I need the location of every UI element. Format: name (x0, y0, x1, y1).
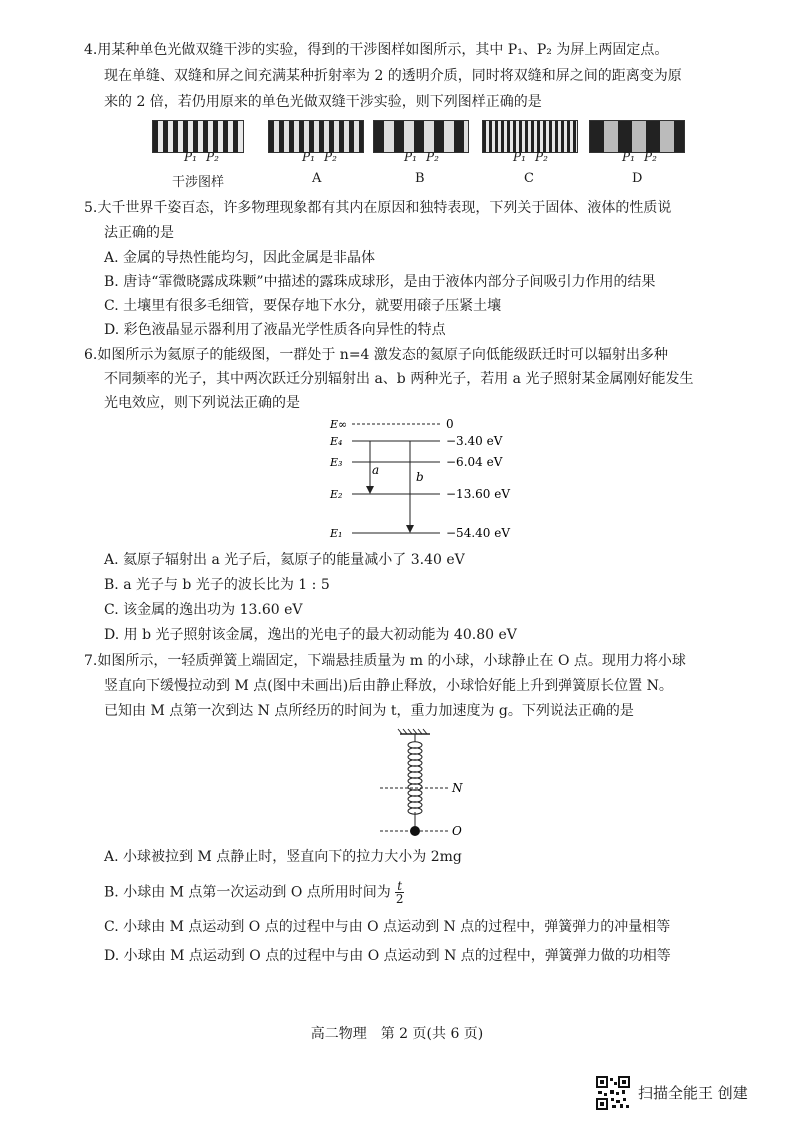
p2-label: P₂ (426, 150, 439, 164)
interference-pattern-original (152, 120, 244, 153)
q7-stem-line3: 已知由 M 点第一次到达 N 点所经历的时间为 t，重力加速度为 g。下列说法正确的是 (104, 703, 634, 719)
q5-option-c: C. 土壤里有很多毛细管，要保存地下水分，就要用磙子压紧土壤 (104, 298, 502, 314)
p1-label: P₁ (513, 150, 526, 164)
p2-label: P₂ (644, 150, 657, 164)
interference-pattern-b (373, 120, 469, 153)
q7-option-c: C. 小球由 M 点运动到 O 点的过程中与由 O 点运动到 N 点的过程中，弹簧弹力的冲量相等 (104, 919, 671, 935)
interference-pattern-a (268, 120, 364, 153)
p1-label: P₁ (622, 150, 635, 164)
q5-stem-line2: 法正确的是 (104, 225, 174, 241)
q7-option-b (104, 880, 404, 905)
p2-label: P₂ (206, 150, 219, 164)
fraction-t-over-2 (395, 880, 404, 905)
q5-stem-line1: 5.大千世界千姿百态，许多物理现象都有其内在原因和独特表现，下列关于固体、液体的性质说 (84, 200, 672, 216)
fraction-denominator: 2 (395, 892, 404, 906)
q4-stem-line2: 现在单缝、双缝和屏之间充满某种折射率为 2 的透明介质，同时将双缝和屏之间的距离变为原 (104, 68, 682, 84)
p2-label: P₂ (535, 150, 548, 164)
q6-option-b: B. a 光子与 b 光子的波长比为 1 : 5 (104, 577, 330, 593)
p1-label: P₁ (404, 150, 417, 164)
interference-pattern-d (589, 120, 685, 153)
spring-coil (408, 778, 422, 784)
level-inf-value: 0 (446, 417, 454, 431)
level-3-label: E₃ (330, 456, 343, 469)
spring-coil (408, 748, 422, 754)
interference-pattern-c (482, 120, 578, 153)
level-inf-label: E∞ (330, 418, 348, 431)
pattern-caption-b: B (415, 171, 425, 186)
level-4-value: −3.40 eV (446, 434, 503, 448)
q6-stem-line3: 光电效应，则下列说法正确的是 (104, 395, 300, 411)
page-footer: 高二物理 第 2 页(共 6 页) (310, 1026, 484, 1042)
p1-label: P₁ (302, 150, 315, 164)
level-2-label: E₂ (330, 488, 343, 501)
q4-stem-line3: 来的 2 倍，若仍用原来的单色光做双缝干涉实验，则下列图样正确的是 (104, 94, 542, 110)
spring-coil (408, 784, 422, 790)
ball (410, 826, 420, 836)
level-4-label: E₄ (330, 435, 343, 448)
spring-coil (408, 772, 422, 778)
q6-stem-line1: 6.如图所示为氦原子的能级图，一群处于 n=4 激发态的氦原子向低能级跃迁时可以辐射出多种 (84, 347, 668, 363)
q7-stem-line1: 7.如图所示，一轻质弹簧上端固定，下端悬挂质量为 m 的小球，小球静止在 O 点。现用力将小球 (84, 653, 686, 669)
point-o-label: O (452, 824, 462, 838)
pattern-caption-d: D (632, 171, 643, 186)
qr-code-icon (596, 1076, 630, 1110)
point-n-label: N (452, 781, 463, 795)
spring-coils (408, 742, 422, 814)
spring-coil (408, 742, 422, 748)
spring-coil (408, 790, 422, 796)
q4-stem-line1: 4.用某种单色光做双缝干涉的实验，得到的干涉图样如图所示，其中 P₁、P₂ 为屏上两固定点。 (84, 42, 669, 58)
p2-label: P₂ (324, 150, 337, 164)
q7-option-a: A. 小球被拉到 M 点静止时，竖直向下的拉力大小为 2mg (104, 849, 462, 865)
scanner-watermark: 扫描全能王 创建 (638, 1084, 748, 1102)
q7-option-d: D. 小球由 M 点运动到 O 点的过程中与由 O 点运动到 N 点的过程中，弹簧弹力做的功相等 (104, 948, 671, 964)
spring-coil (408, 754, 422, 760)
q5-option-b: B. 唐诗“霏微晓露成珠颗”中描述的露珠成球形，是由于液体内部分子间吸引力作用的结果 (104, 274, 656, 290)
q7-option-b-text: B. 小球由 M 点第一次运动到 O 点所用时间为 (104, 884, 391, 901)
arrow-b-label: b (416, 470, 424, 484)
pattern-caption-c: C (524, 171, 534, 186)
q6-option-d: D. 用 b 光子照射该金属，逸出的光电子的最大初动能为 40.80 eV (104, 627, 517, 643)
energy-level-diagram (320, 412, 540, 547)
level-2-value: −13.60 eV (446, 487, 510, 501)
fraction-numerator: t (397, 879, 403, 893)
level-1-label: E₁ (330, 527, 343, 540)
arrow-b-head (406, 525, 414, 533)
q5-option-d: D. 彩色液晶显示器利用了液晶光学性质各向异性的特点 (104, 322, 446, 338)
p1-label: P₁ (184, 150, 197, 164)
level-3-value: −6.04 eV (446, 455, 503, 469)
spring-coil (408, 766, 422, 772)
level-1-value: −54.40 eV (446, 526, 510, 540)
q5-option-a: A. 金属的导热性能均匀，因此金属是非晶体 (104, 250, 376, 266)
spring-diagram (370, 728, 480, 840)
q6-option-c: C. 该金属的逸出功为 13.60 eV (104, 602, 303, 618)
arrow-a-label: a (372, 463, 380, 477)
pattern-caption-a: A (312, 171, 322, 186)
spring-coil (408, 802, 422, 808)
spring-coil (408, 796, 422, 802)
pattern-caption-original: 干涉图样 (172, 175, 225, 190)
q7-stem-line2: 竖直向下缓慢拉动到 M 点(图中未画出)后由静止释放，小球恰好能上升到弹簧原长位置 N。 (104, 678, 673, 694)
q6-option-a: A. 氦原子辐射出 a 光子后，氦原子的能量减小了 3.40 eV (104, 552, 465, 568)
arrow-a-head (366, 486, 374, 494)
spring-coil (408, 760, 422, 766)
q6-stem-line2: 不同频率的光子，其中两次跃迁分别辐射出 a、b 两种光子，若用 a 光子照射某金属刚好能发生 (104, 371, 694, 387)
